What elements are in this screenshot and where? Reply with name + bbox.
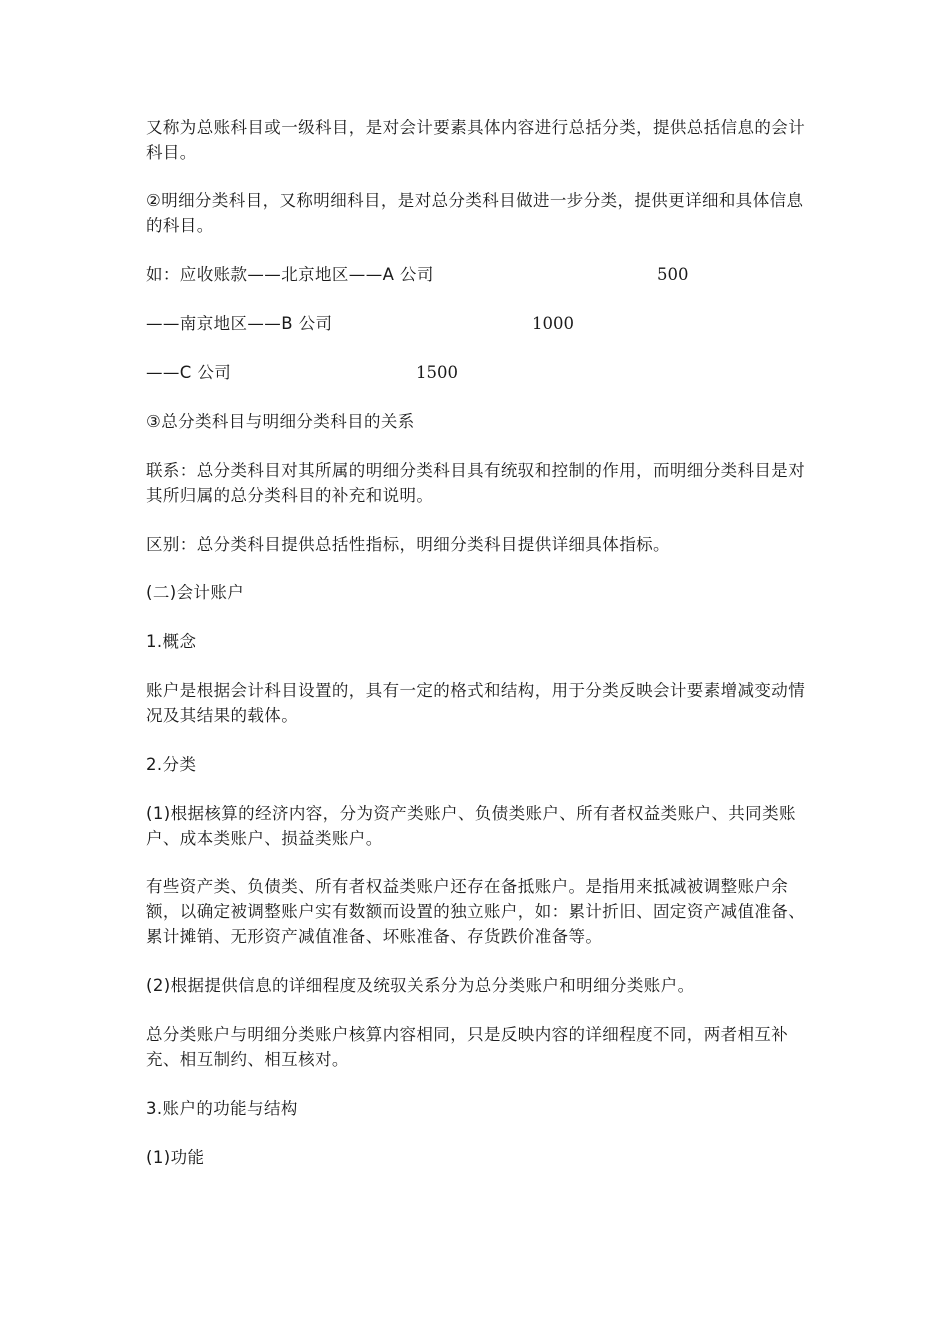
paragraph-general-vs-subsidiary: 总分类账户与明细分类账户核算内容相同，只是反映内容的详细程度不同，两者相互补充、相互制约、相互核对。: [146, 1025, 789, 1069]
example-row-c-company-amount: 1500: [416, 363, 458, 382]
paragraph-classification-by-content: (1)根据核算的经济内容，分为资产类账户、负债类账户、所有者权益类账户、共同类账户、成本类账户、损益类账户。: [146, 804, 796, 848]
heading-concept: 1.概念: [146, 632, 197, 651]
paragraph-subsidiary-account-definition: ②明细分类科目，又称明细科目，是对总分类科目做进一步分类，提供更详细和具体信息的科目。: [146, 191, 804, 235]
example-row-nanjing: [146, 311, 332, 336]
paragraph-relationship-link: 联系：总分类科目对其所属的明细分类科目具有统驭和控制的作用，而明细分类科目是对其所归属的总分类科目的补充和说明。: [146, 461, 806, 505]
example-row-beijing-label: 如：应收账款——北京地区——A 公司: [146, 265, 434, 284]
paragraph-classification-by-detail: (2)根据提供信息的详细程度及统驭关系分为总分类账户和明细分类账户。: [146, 976, 695, 995]
heading-function: (1)功能: [146, 1148, 205, 1167]
example-row-nanjing-amount: 1000: [532, 314, 574, 333]
example-row-beijing-amount: 500: [657, 265, 689, 284]
heading-relationship: ③总分类科目与明细分类科目的关系: [146, 412, 415, 431]
paragraph-relationship-difference: 区别：总分类科目提供总括性指标，明细分类科目提供详细具体指标。: [146, 535, 670, 554]
example-row-c-company: [146, 360, 231, 385]
example-row-c-company-label: ——C 公司: [146, 363, 232, 382]
example-row-nanjing-label: ——南京地区——B 公司: [146, 314, 333, 333]
example-row-beijing: [146, 262, 434, 287]
heading-classification: 2.分类: [146, 755, 197, 774]
section-heading-accounts: (二)会计账户: [146, 583, 245, 602]
heading-function-structure: 3.账户的功能与结构: [146, 1099, 298, 1118]
paragraph-contra-accounts: 有些资产类、负债类、所有者权益类账户还存在备抵账户。是指用来抵减被调整账户余额，以确定被调整账户实有数额而设置的独立账户，如：累计折旧、固定资产减值准备、累计摊销、无形资产减值准备、坏账准备、存货跌价准备等。: [146, 877, 806, 946]
paragraph-general-ledger-definition: 又称为总账科目或一级科目，是对会计要素具体内容进行总括分类，提供总括信息的会计科目。: [146, 118, 806, 162]
paragraph-account-concept: 账户是根据会计科目设置的，具有一定的格式和结构，用于分类反映会计要素增减变动情况及其结果的载体。: [146, 681, 806, 725]
